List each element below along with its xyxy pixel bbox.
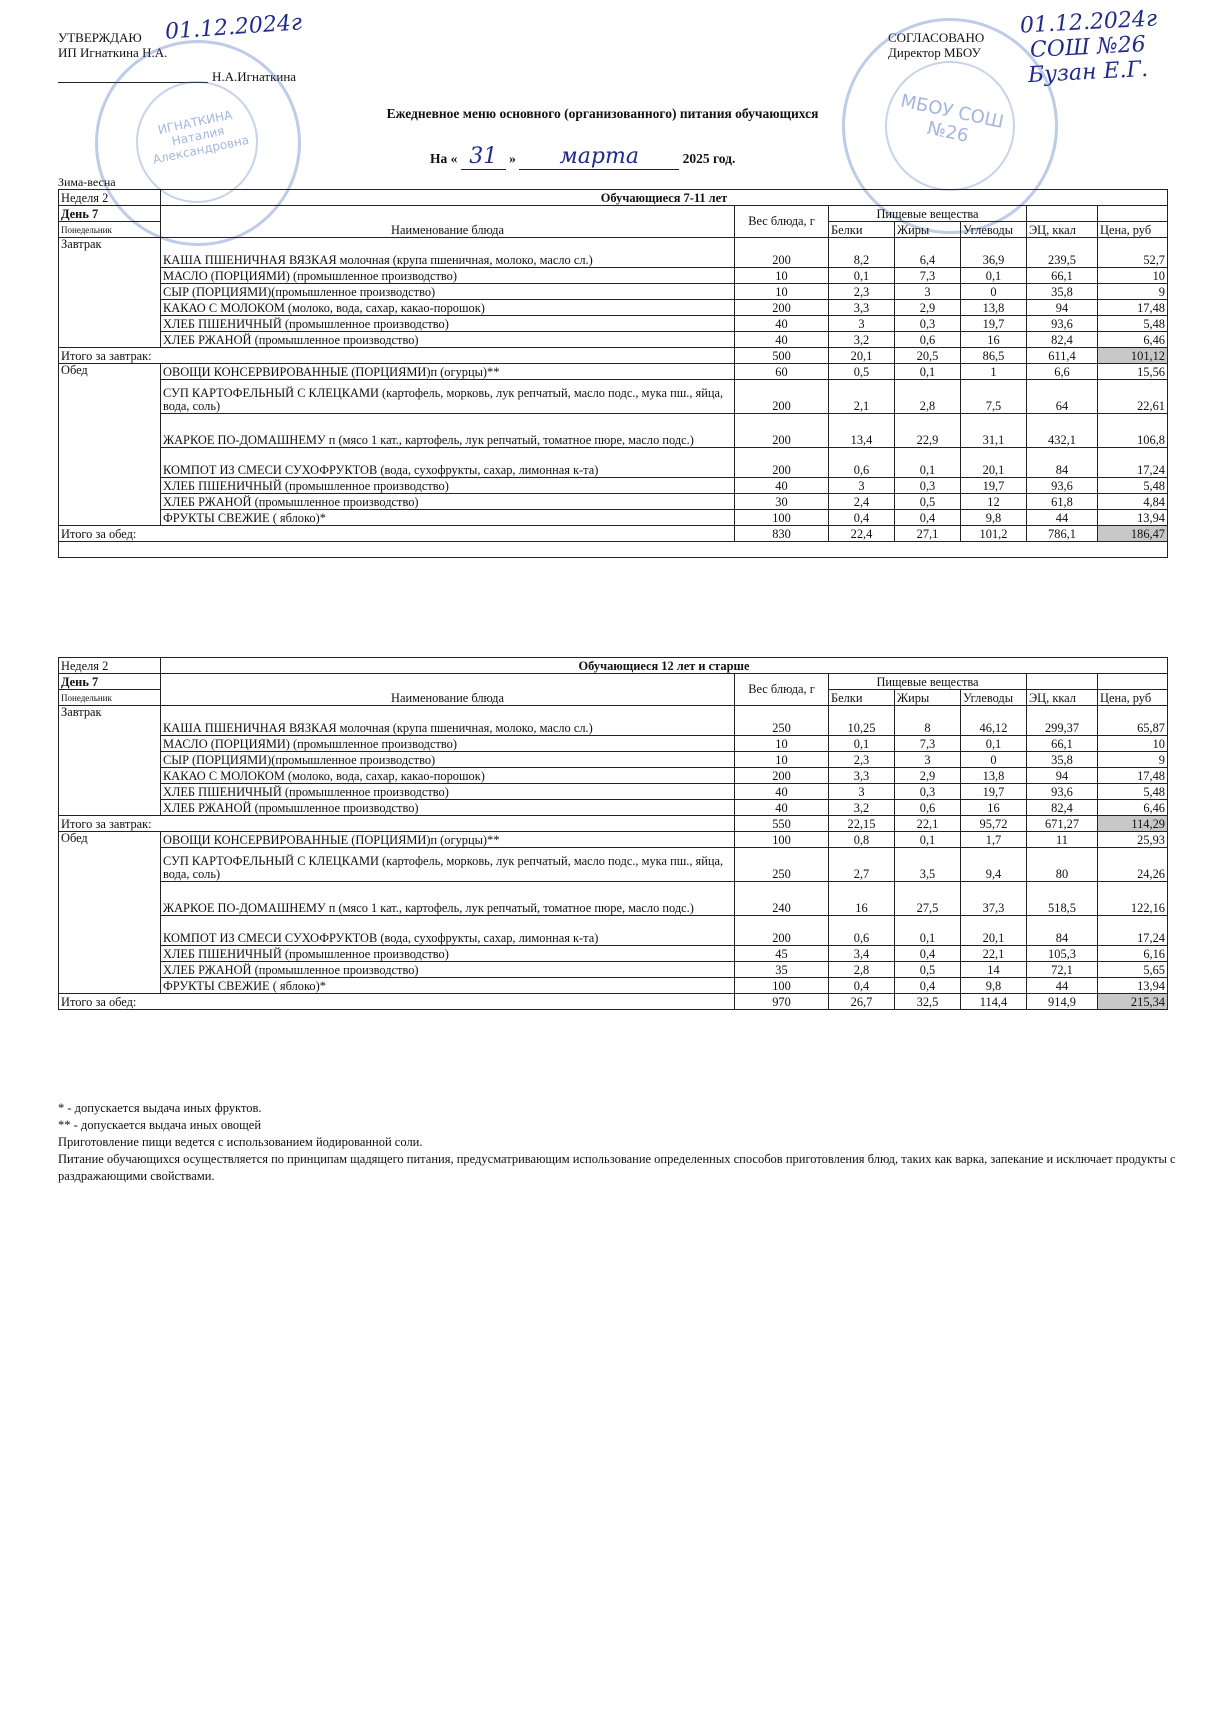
date-suffix: 2025 год. [682,151,736,166]
note-fruits: * - допускается выдача иных фруктов. [58,1101,262,1115]
note-salt: Приготовление пищи ведется с использованием йодированной соли. [58,1135,423,1149]
cell-fat: 22,9 [895,414,961,448]
cell-fat: 8 [895,706,961,736]
cell-energy: 611,4 [1027,348,1098,364]
cell-energy: 93,6 [1027,316,1098,332]
col-weight-header: Вес блюда, г [735,206,829,238]
cell-fat: 0,6 [895,332,961,348]
cell-protein: 13,4 [829,414,895,448]
cell-protein: 3,2 [829,800,895,816]
cell-price: 13,94 [1098,510,1168,526]
cell-fat: 0,6 [895,800,961,816]
dish-name: ОВОЩИ КОНСЕРВИРОВАННЫЕ (ПОРЦИЯМИ)п (огурцы)** [161,832,735,848]
dish-name: МАСЛО (ПОРЦИЯМИ) (промышленное производство) [161,736,735,752]
cell-protein: 2,4 [829,494,895,510]
cell-price: 6,16 [1098,946,1168,962]
dish-name: КАША ПШЕНИЧНАЯ ВЯЗКАЯ молочная (крупа пшеничная, молоко, масло сл.) [161,706,735,736]
col-carbs-header: Углеводы [961,222,1027,238]
col-name-header: Наименование блюда [161,206,735,238]
cell-price: 25,93 [1098,832,1168,848]
cell-weight: 830 [735,526,829,542]
table-row [59,380,1168,414]
group-label: Обучающиеся 12 лет и старше [161,658,1168,674]
cell-protein: 8,2 [829,238,895,268]
cell-protein: 26,7 [829,994,895,1010]
cell-weight: 10 [735,284,829,300]
cell-price: 6,46 [1098,800,1168,816]
table-row [59,332,1168,348]
cell-energy: 64 [1027,380,1098,414]
cell-fat: 0,3 [895,316,961,332]
dish-name: ЖАРКОЕ ПО-ДОМАШНЕМУ п (мясо 1 кат., картофель, лук репчатый, томатное пюре, масло подс.) [161,882,735,916]
cell-energy: 82,4 [1027,332,1098,348]
dish-name: КАША ПШЕНИЧНАЯ ВЯЗКАЯ молочная (крупа пшеничная, молоко, масло сл.) [161,238,735,268]
cell-carbs: 86,5 [961,348,1027,364]
week-label: Неделя 2 [59,658,161,674]
cell-weight: 100 [735,832,829,848]
total-label: Итого за завтрак: [59,816,735,832]
cell-energy: 299,37 [1027,706,1098,736]
cell-weight: 40 [735,784,829,800]
cell-protein: 0,6 [829,916,895,946]
cell-price: 122,16 [1098,882,1168,916]
cell-price: 5,48 [1098,316,1168,332]
cell-energy: 671,27 [1027,816,1098,832]
cell-weight: 40 [735,332,829,348]
cell-weight: 200 [735,414,829,448]
cell-weight: 250 [735,848,829,882]
approve-left-title: УТВЕРЖДАЮ [58,30,142,45]
cell-price: 17,24 [1098,916,1168,946]
cell-weight: 100 [735,510,829,526]
cell-fat: 0,5 [895,494,961,510]
cell-energy: 94 [1027,300,1098,316]
cell-weight: 200 [735,448,829,478]
cell-fat: 32,5 [895,994,961,1010]
cell-energy: 11 [1027,832,1098,848]
col-name-header: Наименование блюда [161,674,735,706]
breakfast-total-row [59,348,1168,364]
date-prefix: На « [430,151,458,166]
cell-weight: 240 [735,882,829,916]
cell-protein: 2,3 [829,284,895,300]
cell-carbs: 0 [961,284,1027,300]
cell-protein: 0,1 [829,736,895,752]
cell-fat: 27,1 [895,526,961,542]
dish-name: ФРУКТЫ СВЕЖИЕ ( яблоко)* [161,510,735,526]
cell-fat: 0,5 [895,962,961,978]
cell-price: 9 [1098,752,1168,768]
table-row [59,768,1168,784]
cell-price: 5,48 [1098,784,1168,800]
cell-weight: 100 [735,978,829,994]
cell-protein: 3 [829,784,895,800]
table-row [59,316,1168,332]
stamp-left-text: ИГНАТКИНА Наталия Александровна [151,107,251,167]
cell-carbs: 9,8 [961,978,1027,994]
date-day: 31 [461,144,506,170]
meal-label-lunch: Обед [59,832,161,994]
cell-weight: 40 [735,316,829,332]
cell-carbs: 13,8 [961,300,1027,316]
cell-carbs: 0 [961,752,1027,768]
cell-weight: 200 [735,768,829,784]
dish-name: ХЛЕБ ПШЕНИЧНЫЙ (промышленное производство) [161,316,735,332]
cell-energy: 35,8 [1027,752,1098,768]
cell-protein: 3 [829,478,895,494]
cell-price: 52,7 [1098,238,1168,268]
stamp-right-text: МБОУ СОШ №26 [898,90,1006,147]
cell-fat: 0,4 [895,946,961,962]
cell-carbs: 46,12 [961,706,1027,736]
cell-fat: 27,5 [895,882,961,916]
cell-carbs: 19,7 [961,316,1027,332]
cell-carbs: 9,4 [961,848,1027,882]
col-energy-header: ЭЦ, ккал [1027,222,1098,238]
cell-price: 4,84 [1098,494,1168,510]
col-nutrients-header: Пищевые вещества [829,674,1027,690]
cell-fat: 0,3 [895,784,961,800]
dish-name: ХЛЕБ ПШЕНИЧНЫЙ (промышленное производство) [161,784,735,800]
table-row [59,268,1168,284]
cell-protein: 10,25 [829,706,895,736]
cell-price: 10 [1098,268,1168,284]
cell-weight: 200 [735,238,829,268]
dish-name: МАСЛО (ПОРЦИЯМИ) (промышленное производство) [161,268,735,284]
table-row [59,284,1168,300]
cell-energy: 914,9 [1027,994,1098,1010]
cell-protein: 0,1 [829,268,895,284]
cell-fat: 2,9 [895,300,961,316]
cell-energy: 66,1 [1027,268,1098,284]
cell-weight: 200 [735,916,829,946]
dish-name: КОМПОТ ИЗ СМЕСИ СУХОФРУКТОВ (вода, сухофрукты, сахар, лимонная к-та) [161,916,735,946]
cell-carbs: 7,5 [961,380,1027,414]
cell-weight: 40 [735,478,829,494]
approve-right-date: 01.12.2024г [1019,6,1158,39]
cell-protein: 3,3 [829,768,895,784]
cell-carbs: 1 [961,364,1027,380]
approve-left-date: 01.12.2024г [164,10,303,45]
menu-date [430,144,735,170]
cell-energy: 93,6 [1027,784,1098,800]
table-row [59,752,1168,768]
cell-carbs: 13,8 [961,768,1027,784]
cell-energy: 239,5 [1027,238,1098,268]
cell-fat: 0,4 [895,978,961,994]
cell-fat: 3,5 [895,848,961,882]
dish-name: ХЛЕБ РЖАНОЙ (промышленное производство) [161,962,735,978]
dish-name: ХЛЕБ ПШЕНИЧНЫЙ (промышленное производство) [161,478,735,494]
dish-name: СУП КАРТОФЕЛЬНЫЙ С КЛЕЦКАМИ (картофель, морковь, лук репчатый, масло подс., мука пш., яйца, вода, соль) [161,848,735,882]
approve-right-org: Директор МБОУ [888,45,981,60]
col-nutrients-header: Пищевые вещества [829,206,1027,222]
cell-energy: 84 [1027,916,1098,946]
table-row [59,414,1168,448]
week-label: Неделя 2 [59,190,161,206]
footnotes [58,1100,1188,1185]
dish-name: ОВОЩИ КОНСЕРВИРОВАННЫЕ (ПОРЦИЯМИ)п (огурцы)** [161,364,735,380]
cell-protein: 0,4 [829,978,895,994]
cell-fat: 3 [895,284,961,300]
table-row [59,478,1168,494]
cell-price: 15,56 [1098,364,1168,380]
total-price: 186,47 [1098,526,1168,542]
day-label: День 7 [59,206,161,222]
cell-carbs: 31,1 [961,414,1027,448]
cell-weight: 550 [735,816,829,832]
cell-fat: 0,4 [895,510,961,526]
cell-fat: 3 [895,752,961,768]
cell-price: 17,48 [1098,300,1168,316]
cell-fat: 2,8 [895,380,961,414]
lunch-total-row [59,994,1168,1010]
cell-price: 13,94 [1098,978,1168,994]
col-fat-header: Жиры [895,222,961,238]
cell-protein: 22,15 [829,816,895,832]
cell-weight: 200 [735,300,829,316]
cell-carbs: 22,1 [961,946,1027,962]
total-price: 215,34 [1098,994,1168,1010]
cell-energy: 786,1 [1027,526,1098,542]
cell-energy: 6,6 [1027,364,1098,380]
cell-energy: 105,3 [1027,946,1098,962]
cell-weight: 40 [735,800,829,816]
dish-name: СЫР (ПОРЦИЯМИ)(промышленное производство) [161,752,735,768]
cell-energy: 44 [1027,978,1098,994]
note-gentle-diet: Питание обучающихся осуществляется по принципам щадящего питания, предусматривающим использование определенных способов приготовления блюд, таких как варка, запекание и исключает продукты с раздражающими свойствами. [58,1152,1176,1183]
dish-name: СУП КАРТОФЕЛЬНЫЙ С КЛЕЦКАМИ (картофель, морковь, лук репчатый, масло подс., мука пш., яйца, вода, соль) [161,380,735,414]
cell-fat: 6,4 [895,238,961,268]
cell-price: 5,65 [1098,962,1168,978]
dish-name: ХЛЕБ ПШЕНИЧНЫЙ (промышленное производство) [161,946,735,962]
cell-energy: 93,6 [1027,478,1098,494]
cell-weight: 10 [735,752,829,768]
cell-weight: 10 [735,268,829,284]
dish-name: ФРУКТЫ СВЕЖИЕ ( яблоко)* [161,978,735,994]
dish-name: СЫР (ПОРЦИЯМИ)(промышленное производство) [161,284,735,300]
date-month: марта [519,144,679,170]
dish-name: ХЛЕБ РЖАНОЙ (промышленное производство) [161,494,735,510]
meal-label-breakfast: Завтрак [59,238,161,348]
col-protein-header: Белки [829,222,895,238]
cell-carbs: 114,4 [961,994,1027,1010]
col-price-header: Цена, руб [1098,222,1168,238]
table-row [59,832,1168,848]
dish-name: КОМПОТ ИЗ СМЕСИ СУХОФРУКТОВ (вода, сухофрукты, сахар, лимонная к-та) [161,448,735,478]
cell-weight: 45 [735,946,829,962]
table-row [59,978,1168,994]
cell-carbs: 95,72 [961,816,1027,832]
cell-fat: 20,5 [895,348,961,364]
cell-fat: 0,1 [895,916,961,946]
cell-carbs: 12 [961,494,1027,510]
cell-fat: 0,1 [895,832,961,848]
total-label: Итого за завтрак: [59,348,735,364]
menu-table-12-plus [58,657,1168,1010]
dish-name: ЖАРКОЕ ПО-ДОМАШНЕМУ п (мясо 1 кат., картофель, лук репчатый, томатное пюре, масло подс.) [161,414,735,448]
page-title: Ежедневное меню основного (организованного) питания обучающихся [386,106,819,121]
table-row [59,784,1168,800]
cell-protein: 2,7 [829,848,895,882]
cell-energy: 82,4 [1027,800,1098,816]
cell-energy: 432,1 [1027,414,1098,448]
cell-price: 22,61 [1098,380,1168,414]
cell-weight: 970 [735,994,829,1010]
table-row [59,238,1168,268]
cell-carbs: 16 [961,800,1027,816]
date-mid: » [509,151,516,166]
cell-weight: 200 [735,380,829,414]
table-row [59,510,1168,526]
cell-carbs: 101,2 [961,526,1027,542]
cell-price: 5,48 [1098,478,1168,494]
cell-fat: 0,1 [895,364,961,380]
cell-carbs: 36,9 [961,238,1027,268]
cell-protein: 16 [829,882,895,916]
table-row [59,882,1168,916]
cell-energy: 44 [1027,510,1098,526]
dish-name: КАКАО С МОЛОКОМ (молоко, вода, сахар, какао-порошок) [161,300,735,316]
cell-carbs: 9,8 [961,510,1027,526]
table-row [59,946,1168,962]
cell-price: 6,46 [1098,332,1168,348]
cell-price: 10 [1098,736,1168,752]
cell-energy: 72,1 [1027,962,1098,978]
dish-name: КАКАО С МОЛОКОМ (молоко, вода, сахар, какао-порошок) [161,768,735,784]
cell-protein: 0,8 [829,832,895,848]
dish-name: ХЛЕБ РЖАНОЙ (промышленное производство) [161,332,735,348]
cell-price: 9 [1098,284,1168,300]
cell-protein: 20,1 [829,348,895,364]
season-label: Зима-весна [58,175,116,189]
cell-carbs: 37,3 [961,882,1027,916]
table-row [59,916,1168,946]
cell-protein: 0,6 [829,448,895,478]
cell-carbs: 20,1 [961,448,1027,478]
col-energy-header: ЭЦ, ккал [1027,690,1098,706]
table-row [59,494,1168,510]
table-row [59,848,1168,882]
breakfast-total-row [59,816,1168,832]
cell-fat: 7,3 [895,268,961,284]
cell-carbs: 0,1 [961,736,1027,752]
cell-weight: 60 [735,364,829,380]
total-price: 114,29 [1098,816,1168,832]
cell-protein: 2,8 [829,962,895,978]
cell-energy: 66,1 [1027,736,1098,752]
cell-carbs: 20,1 [961,916,1027,946]
cell-price: 17,24 [1098,448,1168,478]
cell-carbs: 19,7 [961,478,1027,494]
cell-price: 24,26 [1098,848,1168,882]
cell-weight: 30 [735,494,829,510]
cell-protein: 0,4 [829,510,895,526]
table-row [59,448,1168,478]
cell-protein: 3 [829,316,895,332]
dish-name: ХЛЕБ РЖАНОЙ (промышленное производство) [161,800,735,816]
cell-energy: 61,8 [1027,494,1098,510]
cell-price: 17,48 [1098,768,1168,784]
col-price-header: Цена, руб [1098,690,1168,706]
group-label: Обучающиеся 7-11 лет [161,190,1168,206]
note-vegetables: ** - допускается выдача иных овощей [58,1118,262,1132]
approve-right-sign: Бузан Е.Г. [1027,56,1149,89]
cell-carbs: 14 [961,962,1027,978]
cell-protein: 3,3 [829,300,895,316]
cell-weight: 500 [735,348,829,364]
day-label: День 7 [59,674,161,690]
table-row [59,706,1168,736]
cell-protein: 22,4 [829,526,895,542]
total-label: Итого за обед: [59,994,735,1010]
cell-price: 65,87 [1098,706,1168,736]
cell-fat: 2,9 [895,768,961,784]
cell-energy: 94 [1027,768,1098,784]
col-protein-header: Белки [829,690,895,706]
cell-protein: 0,5 [829,364,895,380]
approve-left-org: ИП Игнаткина Н.А. [58,45,168,60]
approve-right-title: СОГЛАСОВАНО [888,30,985,45]
cell-energy: 35,8 [1027,284,1098,300]
cell-weight: 250 [735,706,829,736]
cell-protein: 3,4 [829,946,895,962]
cell-weight: 10 [735,736,829,752]
weekday-label: Понедельник [59,222,161,238]
menu-table-7-11 [58,189,1168,558]
weekday-label: Понедельник [59,690,161,706]
table-row [59,962,1168,978]
table-row [59,736,1168,752]
table-row [59,364,1168,380]
cell-protein: 2,3 [829,752,895,768]
lunch-total-row [59,526,1168,542]
cell-weight: 35 [735,962,829,978]
approve-left-sign: Н.А.Игнаткина [212,69,297,84]
cell-protein: 2,1 [829,380,895,414]
total-label: Итого за обед: [59,526,735,542]
cell-fat: 7,3 [895,736,961,752]
cell-energy: 84 [1027,448,1098,478]
cell-fat: 0,1 [895,448,961,478]
cell-carbs: 19,7 [961,784,1027,800]
table-row [59,300,1168,316]
cell-protein: 3,2 [829,332,895,348]
col-weight-header: Вес блюда, г [735,674,829,706]
total-price: 101,12 [1098,348,1168,364]
meal-label-breakfast: Завтрак [59,706,161,816]
col-carbs-header: Углеводы [961,690,1027,706]
cell-carbs: 1,7 [961,832,1027,848]
approve-right-school: СОШ №26 [1029,31,1147,64]
cell-energy: 80 [1027,848,1098,882]
cell-carbs: 0,1 [961,268,1027,284]
cell-fat: 0,3 [895,478,961,494]
cell-price: 106,8 [1098,414,1168,448]
cell-energy: 518,5 [1027,882,1098,916]
table-row [59,800,1168,816]
col-fat-header: Жиры [895,690,961,706]
cell-fat: 22,1 [895,816,961,832]
meal-label-lunch: Обед [59,364,161,526]
cell-carbs: 16 [961,332,1027,348]
